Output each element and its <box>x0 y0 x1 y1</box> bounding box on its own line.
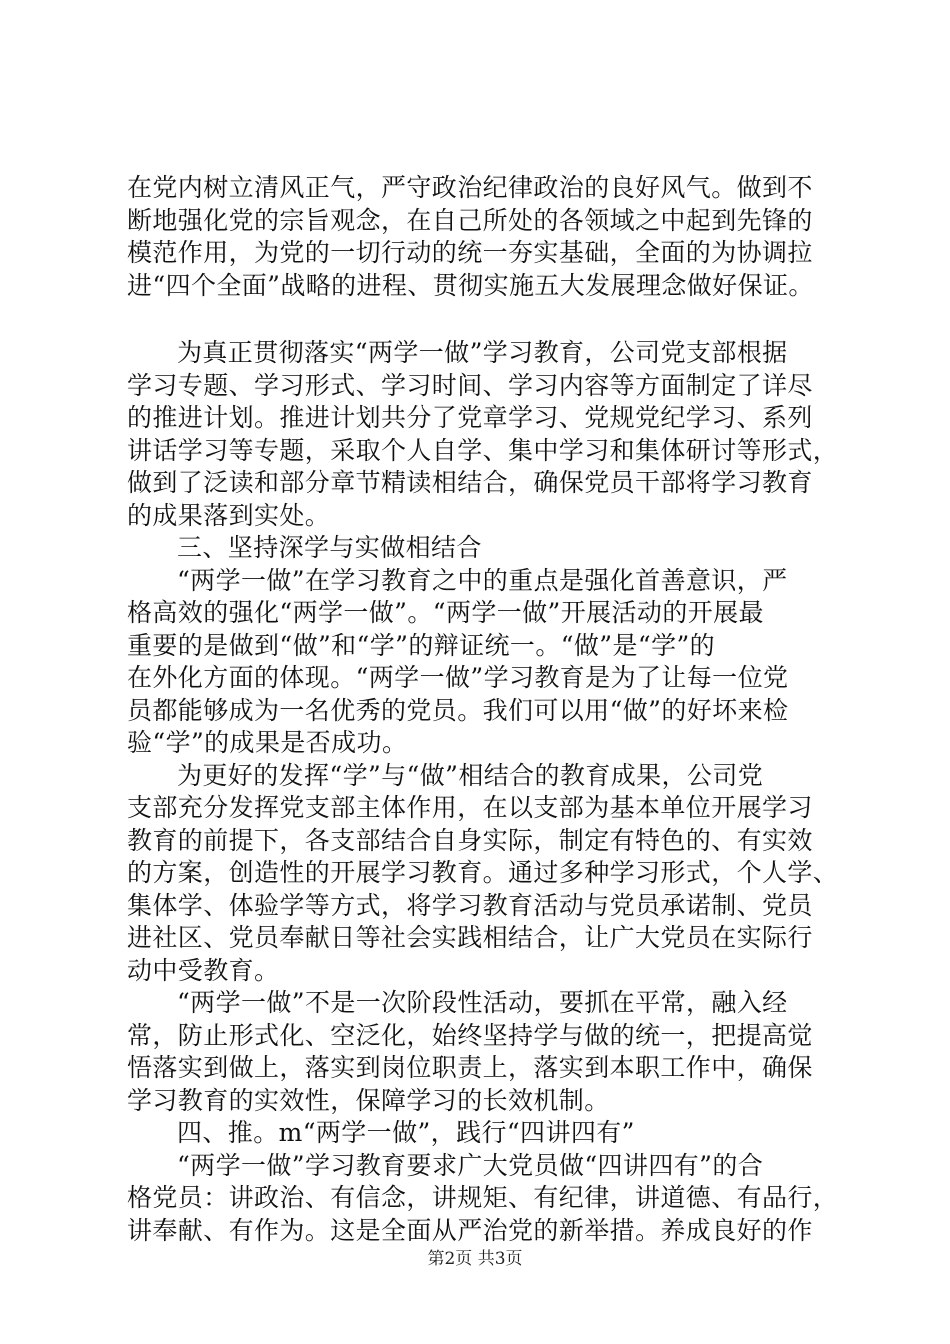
section-heading-4 <box>127 1117 827 1150</box>
text-line: 支部充分发挥党支部主体作用，在以支部为基本单位开展学习 <box>127 793 813 822</box>
paragraph-2 <box>127 337 839 532</box>
text-line: 做到了泛读和部分章节精读相结合，确保党员干部将学习教育 <box>127 468 813 497</box>
text-line: 进“四个全面”战略的进程、贯彻实施五大发展理念做好保证。 <box>127 270 814 300</box>
text-line: 进社区、党员奉献日等社会实践相结合，让广大党员在实际行 <box>127 923 813 952</box>
text-line: 的成果落到实处。 <box>127 500 331 530</box>
text-line: 为真正贯彻落实“两学一做”学习教育，公司党支部根据 <box>177 338 788 367</box>
text-line: 格党员：讲政治、有信念，讲规矩、有纪律，讲道德、有品行， <box>127 1183 839 1212</box>
paragraph-8 <box>127 1150 839 1248</box>
section-heading-3 <box>127 532 827 565</box>
text-line: 集体学、体验学等方式，将学习教育活动与党员承诺制、党员 <box>127 890 813 920</box>
text-line: 讲话学习等专题，采取个人自学、集中学习和集体研讨等形式， <box>127 435 839 465</box>
paragraph-5 <box>127 760 839 988</box>
text-line: “两学一做”不是一次阶段性活动，要抓在平常，融入经 <box>177 988 788 1017</box>
paragraph-4 <box>127 565 827 760</box>
text-line: 常，防止形式化、空泛化，始终坚持学与做的统一，把提高觉 <box>127 1020 813 1050</box>
text-line: 学习专题、学习形式、学习时间、学习内容等方面制定了详尽 <box>127 370 813 400</box>
text-line: 在党内树立清风正气，严守政治纪律政治的良好风气。做到不 <box>127 173 813 202</box>
text-line: 模范作用，为党的一切行动的统一夯实基础，全面的为协调拉 <box>127 238 813 267</box>
text-line: “两学一做”学习教育要求广大党员做“四讲四有”的合 <box>177 1150 764 1180</box>
text-line: 员都能够成为一名优秀的党员。我们可以用“做”的好坏来检 <box>127 695 789 725</box>
document-body <box>127 172 839 1247</box>
text-line: “两学一做”在学习教育之中的重点是强化首善意识，严 <box>177 565 788 595</box>
page-footer <box>0 1244 950 1269</box>
heading-line: 四、推。m“两学一做”，践行“四讲四有” <box>177 1118 635 1147</box>
text-line: 断地强化党的宗旨观念，在自己所处的各领域之中起到先锋的 <box>127 205 813 235</box>
paragraph-gap <box>127 302 827 337</box>
text-line: 动中受教育。 <box>127 955 280 985</box>
heading-line: 三、坚持深学与实做相结合 <box>177 533 482 562</box>
text-line: 的推进计划。推进计划共分了党章学习、党规党纪学习、系列 <box>127 403 813 432</box>
paragraph-6 <box>127 987 827 1117</box>
text-line: 的方案，创造性的开展学习教育。通过多种学习形式，个人学、 <box>127 858 839 887</box>
text-line: 为更好的发挥“学”与“做”相结合的教育成果，公司党 <box>177 760 764 790</box>
text-line: 教育的前提下，各支部结合自身实际，制定有特色的、有实效 <box>127 825 813 855</box>
paragraph-1 <box>127 172 827 302</box>
text-line: 讲奉献、有作为。这是全面从严治党的新举措。养成良好的作 <box>127 1215 813 1245</box>
text-line: 验“学”的成果是否成功。 <box>127 728 408 757</box>
page-number-label: 第2页 共3页 <box>427 1249 523 1269</box>
text-line: 悟落实到做上，落实到岗位职责上，落实到本职工作中，确保 <box>127 1053 813 1082</box>
text-line: 在外化方面的体现。“两学一做”学习教育是为了让每一位党 <box>127 663 789 692</box>
text-line: 重要的是做到“做”和“学”的辩证统一。“做”是“学”的 <box>127 630 716 660</box>
text-line: 格高效的强化“两学一做”。“两学一做”开展活动的开展最 <box>127 598 764 627</box>
text-line: 学习教育的实效性，保障学习的长效机制。 <box>127 1085 610 1115</box>
